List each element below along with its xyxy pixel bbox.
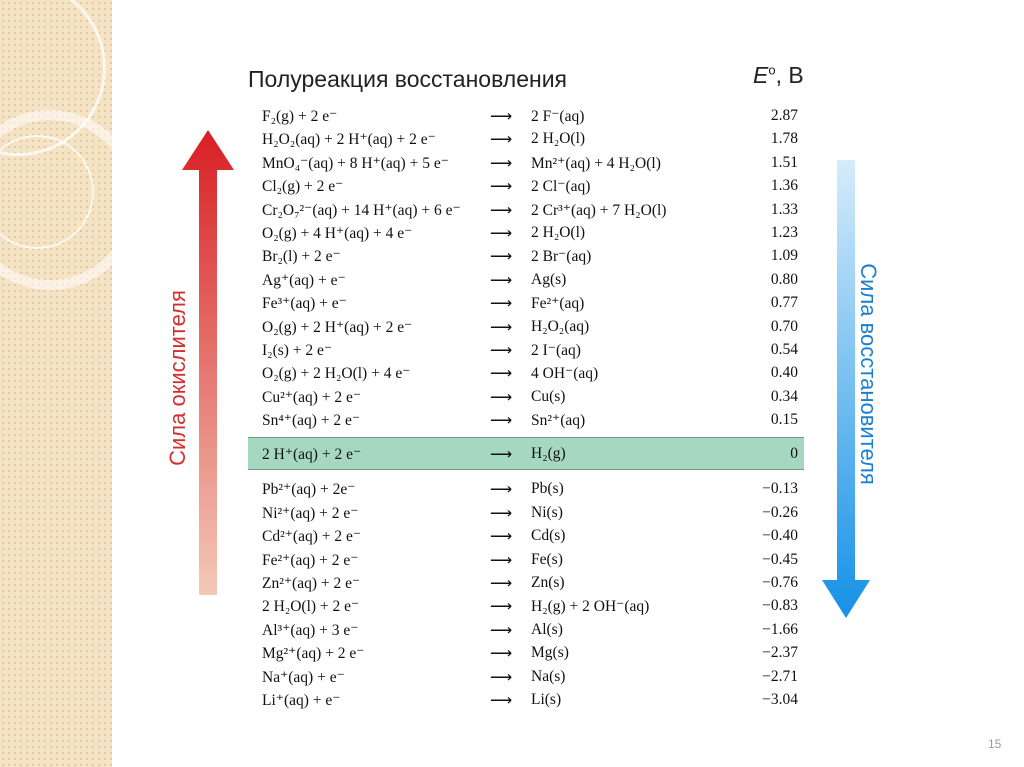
standard-potential: 0.80 [770, 270, 798, 288]
standard-potential: −0.83 [762, 597, 798, 615]
half-reaction-reactants: Cd²⁺(aq) + 2 e⁻ [262, 528, 362, 546]
half-reaction-reactants: O₂(g) + 2 H₂O(l) + 4 e⁻ [262, 365, 411, 383]
table-row [248, 244, 804, 267]
half-reaction-products: Zn(s) [531, 574, 565, 592]
half-reaction-reactants: Li⁺(aq) + e⁻ [262, 691, 341, 709]
slide-title: Полуреакция восстановления [248, 66, 568, 92]
standard-potential: 0 [790, 445, 798, 463]
reaction-arrow: ⟶ [490, 598, 513, 616]
half-reaction-products: Mg(s) [531, 644, 569, 662]
table-row [248, 221, 804, 244]
reaction-arrow: ⟶ [490, 388, 513, 406]
half-reaction-reactants: Cu²⁺(aq) + 2 e⁻ [262, 388, 362, 406]
reaction-arrow: ⟶ [490, 446, 513, 464]
table-row [248, 198, 804, 221]
standard-potential: 0.77 [770, 294, 798, 312]
table-row [248, 291, 804, 314]
table-row [248, 618, 804, 641]
half-reaction-reactants: Ag⁺(aq) + e⁻ [262, 271, 346, 289]
standard-potential: 1.78 [770, 130, 798, 148]
half-reaction-reactants: Fe³⁺(aq) + e⁻ [262, 295, 347, 313]
potential-superscript: o [768, 62, 776, 78]
reaction-arrow: ⟶ [490, 178, 513, 196]
table-row [248, 338, 804, 361]
half-reaction-reactants: Pb²⁺(aq) + 2e⁻ [262, 481, 356, 499]
half-reaction-products: 2 Cr³⁺(aq) + 7 H₂O(l) [531, 201, 667, 219]
half-reaction-products: 2 I⁻(aq) [531, 341, 581, 359]
reaction-arrow: ⟶ [490, 295, 513, 313]
half-reaction-reactants: I₂(s) + 2 e⁻ [262, 341, 333, 359]
half-reaction-products: Ag(s) [531, 270, 567, 288]
table-row [248, 665, 804, 688]
half-reaction-products: Mn²⁺(aq) + 4 H₂O(l) [531, 154, 661, 172]
half-reaction-products: 4 OH⁻(aq) [531, 365, 599, 383]
standard-potential: −0.40 [762, 527, 798, 545]
standard-potential: 1.33 [770, 200, 798, 218]
half-reaction-reactants: Cr₂O₇²⁻(aq) + 14 H⁺(aq) + 6 e⁻ [262, 201, 461, 219]
standard-potential: −0.26 [762, 503, 798, 521]
half-reaction-products: 2 Br⁻(aq) [531, 248, 592, 266]
table-row [248, 385, 804, 408]
potential-unit: , В [775, 62, 804, 88]
reduction-potentials-table [248, 104, 804, 711]
half-reaction-reactants: MnO₄⁻(aq) + 8 H⁺(aq) + 5 e⁻ [262, 154, 449, 172]
half-reaction-products: 2 H₂O(l) [531, 130, 586, 148]
reaction-arrow: ⟶ [490, 645, 513, 663]
table-row [248, 174, 804, 197]
potential-symbol: E [753, 62, 769, 88]
half-reaction-products: Cd(s) [531, 527, 566, 545]
half-reaction-reactants: F₂(g) + 2 e⁻ [262, 108, 338, 125]
half-reaction-products: Sn²⁺(aq) [531, 412, 586, 430]
reaction-arrow: ⟶ [490, 224, 513, 242]
table-row [248, 361, 804, 384]
reducer-strength-label: Сила восстановителя [856, 263, 881, 485]
half-reaction-products: Fe(s) [531, 550, 563, 568]
standard-potential: 0.70 [770, 317, 798, 335]
reaction-arrow: ⟶ [490, 154, 513, 172]
table-row [248, 594, 804, 617]
standard-potential: 1.23 [770, 223, 798, 241]
reaction-arrow: ⟶ [490, 575, 513, 593]
reaction-arrow: ⟶ [490, 201, 513, 219]
half-reaction-reactants: Zn²⁺(aq) + 2 e⁻ [262, 575, 361, 593]
table-row-reference [248, 437, 804, 470]
table-row [248, 477, 804, 500]
half-reaction-products: 2 H₂O(l) [531, 223, 586, 241]
standard-potential: 0.15 [770, 411, 798, 429]
table-row [248, 268, 804, 291]
reaction-arrow: ⟶ [490, 365, 513, 383]
page-number: 15 [988, 737, 1002, 751]
table-row [248, 571, 804, 594]
standard-potential: −2.71 [762, 667, 798, 685]
table-row [248, 104, 804, 127]
half-reaction-products: Al(s) [531, 620, 563, 638]
half-reaction-reactants: 2 H₂O(l) + 2 e⁻ [262, 598, 360, 616]
half-reaction-reactants: Ni²⁺(aq) + 2 e⁻ [262, 504, 359, 522]
reaction-arrow: ⟶ [490, 691, 513, 709]
standard-potential: 1.09 [770, 247, 798, 265]
reaction-arrow: ⟶ [490, 341, 513, 359]
half-reaction-products: Pb(s) [531, 480, 564, 498]
reaction-arrow: ⟶ [490, 271, 513, 289]
potential-column-header [753, 62, 804, 89]
standard-potential: 1.51 [770, 153, 798, 171]
table-row [248, 641, 804, 664]
half-reaction-reactants: Mg²⁺(aq) + 2 e⁻ [262, 645, 365, 663]
standard-potential: 1.36 [770, 177, 798, 195]
standard-potential: −0.76 [762, 574, 798, 592]
standard-potential: −0.13 [762, 480, 798, 498]
standard-potential: −2.37 [762, 644, 798, 662]
standard-potential: −3.04 [762, 690, 798, 708]
half-reaction-reactants: Na⁺(aq) + e⁻ [262, 668, 345, 686]
half-reaction-products: Ni(s) [531, 503, 563, 521]
half-reaction-products: Li(s) [531, 690, 562, 708]
reaction-arrow: ⟶ [490, 131, 513, 149]
table-row [248, 127, 804, 150]
reaction-arrow: ⟶ [490, 318, 513, 336]
table-row [248, 501, 804, 524]
half-reaction-products: Fe²⁺(aq) [531, 295, 585, 313]
half-reaction-reactants: Al³⁺(aq) + 3 e⁻ [262, 621, 359, 639]
table-row [248, 524, 804, 547]
half-reaction-reactants: Br₂(l) + 2 e⁻ [262, 248, 341, 266]
half-reaction-products: 2 F⁻(aq) [531, 108, 585, 125]
standard-potential: 0.34 [770, 387, 798, 405]
reaction-arrow: ⟶ [490, 412, 513, 430]
table-row [248, 315, 804, 338]
table-row [248, 688, 804, 711]
half-reaction-products: H₂O₂(aq) [531, 317, 590, 335]
half-reaction-reactants: O₂(g) + 4 H⁺(aq) + 4 e⁻ [262, 224, 413, 242]
oxidizer-strength-label: Сила окислителя [165, 290, 190, 466]
standard-potential: 2.87 [770, 107, 798, 124]
reaction-arrow: ⟶ [490, 551, 513, 569]
standard-potential: 0.40 [770, 364, 798, 382]
half-reaction-reactants: Sn⁴⁺(aq) + 2 e⁻ [262, 412, 361, 430]
half-reaction-reactants: O₂(g) + 2 H⁺(aq) + 2 e⁻ [262, 318, 413, 336]
standard-potential: −0.45 [762, 550, 798, 568]
reaction-arrow: ⟶ [490, 621, 513, 639]
half-reaction-products: H₂(g) [531, 445, 566, 463]
reaction-arrow: ⟶ [490, 528, 513, 546]
reaction-arrow: ⟶ [490, 481, 513, 499]
reaction-arrow: ⟶ [490, 668, 513, 686]
standard-potential: 0.54 [770, 340, 798, 358]
reaction-arrow: ⟶ [490, 108, 513, 125]
table-row [248, 408, 804, 431]
half-reaction-products: 2 Cl⁻(aq) [531, 178, 591, 196]
half-reaction-reactants: 2 H⁺(aq) + 2 e⁻ [262, 446, 362, 464]
decorative-sidebar [0, 0, 112, 767]
table-row [248, 151, 804, 174]
half-reaction-reactants: Fe²⁺(aq) + 2 e⁻ [262, 551, 359, 569]
half-reaction-products: Na(s) [531, 667, 566, 685]
half-reaction-reactants: H₂O₂(aq) + 2 H⁺(aq) + 2 e⁻ [262, 131, 436, 149]
half-reaction-products: H₂(g) + 2 OH⁻(aq) [531, 598, 650, 616]
reaction-arrow: ⟶ [490, 504, 513, 522]
half-reaction-reactants: Cl₂(g) + 2 e⁻ [262, 178, 344, 196]
table-row [248, 548, 804, 571]
standard-potential: −1.66 [762, 620, 798, 638]
reaction-arrow: ⟶ [490, 248, 513, 266]
half-reaction-products: Cu(s) [531, 387, 566, 405]
